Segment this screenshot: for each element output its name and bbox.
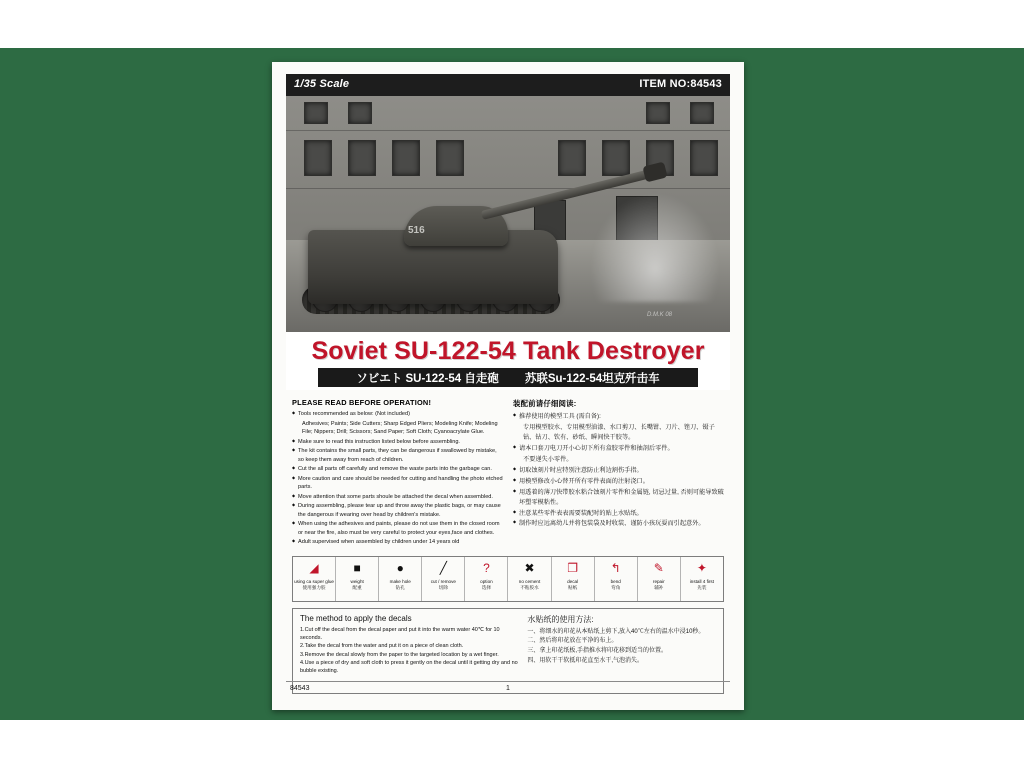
list-item: ◆ Adult supervised when assembled by children under 14 years old <box>292 538 503 547</box>
legend-caption-en: bend <box>610 578 621 584</box>
decal-method-title-cn: 水贴纸的使用方法: <box>527 614 594 624</box>
legend-cell-make-hole <box>379 557 422 601</box>
artist-signature: D.M.K 08 <box>646 312 672 318</box>
cut-remove-icon: ╱ <box>439 561 447 576</box>
list-item: ◆ 制作时应远离幼儿并将包装袋及时收装、谨防小孩玩耍而引起意外。 <box>513 519 724 529</box>
legend-cell-weight <box>336 557 379 601</box>
legend-caption-en: install 4 first <box>689 578 715 584</box>
legend-caption-cn: 贴纸 <box>568 584 578 590</box>
model-title-japanese: ソビエト SU-122-54 自走砲 <box>356 372 499 385</box>
list-item: 不要递失小零件。 <box>523 455 573 463</box>
decal-step: 一、将细水的印花从本贴纸上剪下,放入40℃左右的温水中浸10秒。 <box>527 628 705 635</box>
list-item: ◆ Tools recommended as below: (Not included) <box>292 410 503 419</box>
list-item: ◆ The kit contains the small parts, they can be dangerous if swallowed by mistake, so keep them away from reach of children. <box>292 447 503 464</box>
instructions-english-list <box>292 410 503 547</box>
decal-step: 二、然后将印花放在平净的布上。 <box>527 638 618 645</box>
turret-number: 516 <box>408 225 425 236</box>
title-bar <box>318 368 698 387</box>
instructions-chinese-column <box>513 398 724 548</box>
list-item: ◆ 注意某些零件表表需要装配时的贴上水贴纸。 <box>513 509 724 519</box>
decal-step: 四、用软干干软抵印花直至水干,气泡消失。 <box>527 657 644 664</box>
legend-caption-en: option <box>480 578 493 584</box>
legend-cell-install-first <box>681 557 723 601</box>
symbol-legend-strip <box>292 556 724 602</box>
legend-caption-en: weight <box>350 578 364 584</box>
drill-icon: ● <box>396 561 404 576</box>
instructions-section <box>286 390 730 552</box>
decal-method-title-en: The method to apply the decals <box>300 613 412 623</box>
legend-caption-en: using ca super glue <box>294 578 334 584</box>
list-item: ◆ During assembling, please tear up and throw away the plastic bags, or may cause the dangerous if wearing over head by children's mistake. <box>292 502 503 519</box>
legend-cell-bend <box>595 557 638 601</box>
item-number-label: ITEM NO:84543 <box>639 78 722 90</box>
model-title-chinese: 苏联Su-122-54坦克歼击车 <box>524 372 660 385</box>
decal-step: 三、拿上印花纸板,手指推水将印花移到适当的位置。 <box>527 648 668 655</box>
legend-caption-cn: 辅补 <box>654 584 664 590</box>
list-item: ◆ Cut the all parts off carefully and remove the waste parts into the garbage can. <box>292 465 503 474</box>
decal-step: 1.Cut off the decal from the decal paper and put it into the warm water 40℃ for 10 seconds. <box>300 626 500 641</box>
legend-caption-cn: 钻孔 <box>395 584 405 590</box>
legend-caption-cn: 使用强力胶 <box>302 584 326 590</box>
legend-cell-repair <box>638 557 681 601</box>
legend-caption-en: repair <box>652 578 665 584</box>
instruction-sheet <box>272 62 744 710</box>
repair-icon: ✎ <box>653 561 664 576</box>
footer-page-number: 1 <box>506 685 510 692</box>
legend-caption-cn: 不粘胶水 <box>520 584 539 590</box>
bend-icon: ↰ <box>610 561 621 576</box>
legend-caption-cn: 切除 <box>438 584 448 590</box>
box-art-illustration <box>286 96 730 332</box>
legend-caption-cn: 弯角 <box>611 584 621 590</box>
smoke-plume <box>590 192 720 302</box>
decal-step: 4.Use a piece of dry and soft cloth to press it gently on the decal until it getting dry and no bubble existing. <box>300 659 518 674</box>
legend-cell-super-glue <box>293 557 336 601</box>
legend-cell-cut-remove <box>422 557 465 601</box>
decal-method-chinese <box>521 614 716 688</box>
model-title-english: Soviet SU-122-54 Tank Destroyer <box>311 337 705 365</box>
scale-label: 1/35 Scale <box>294 78 350 90</box>
list-item: Adhesives; Paints; Side Cutters; Sharp Edged Pliers; Modeling Knife; Modeling File; Nippers; Drill; Scissors; Sand Paper; Soft Cloth; Cyanoacrylate Glue. <box>302 420 498 436</box>
legend-caption-en: cut / remove <box>430 578 456 584</box>
instructions-chinese-heading: 装配前请仔细阅读: <box>513 399 577 409</box>
list-item: ◆ 用模型修改小心替开所有零件表面的注射浇口。 <box>513 477 724 487</box>
option-icon: ? <box>483 561 490 576</box>
legend-caption-en: decal <box>567 578 579 584</box>
sheet-footer <box>286 681 730 698</box>
legend-caption-en: make hole <box>389 578 411 584</box>
list-item: ◆ Make sure to read this instruction listed below before assembling. <box>292 438 503 447</box>
list-item: ◆ 请本口套刀电刀开小心切下所有盒胶零件和抽剖后零件。 <box>513 444 724 454</box>
list-item: ◆ 用透着的薄刀快带胶水粘合蚀刻片零件和金属链, 切忌过量, 否则可能导致破坏塑零模粘性。 <box>513 488 724 508</box>
decal-method-english <box>300 614 521 688</box>
sheet-header <box>286 74 730 96</box>
list-item: 专用模型胶水、专用模型油漆、水口剪刀、长嘴钳、刀片、锉刀、镊子钻、钻刀、钦有、砂纸、瞬间快干胶等。 <box>523 424 715 442</box>
list-item: ◆ More caution and care should be needed for cutting and handling the photo etched parts. <box>292 475 503 492</box>
instructions-chinese-list <box>513 412 724 529</box>
decal-icon: ❐ <box>567 561 578 576</box>
sheet-inner <box>286 74 730 698</box>
install-first-icon: ✦ <box>696 561 707 576</box>
instructions-english-column <box>292 398 503 548</box>
legend-cell-decal <box>552 557 595 601</box>
footer-item-code: 84543 <box>290 685 310 692</box>
legend-caption-cn: 先装 <box>697 584 707 590</box>
instructions-english-heading: PLEASE READ BEFORE OPERATION! <box>292 398 432 408</box>
list-item: ◆ 推荐使用的模型工具 (需自备): <box>513 412 724 422</box>
no-cement-icon: ✖ <box>524 561 535 576</box>
weight-icon: ■ <box>353 561 361 576</box>
list-item: ◆ When using the adhesives and paints, please do not use them in the closed room or near the fire, also must be very careful to protect your eyes,face and clothes. <box>292 520 503 537</box>
legend-cell-option <box>465 557 508 601</box>
legend-cell-no-cement <box>508 557 551 601</box>
legend-caption-en: no cement <box>518 578 541 584</box>
decal-step: 2.Take the decal from the water and put it on a piece of clean cloth. <box>300 643 464 650</box>
super-glue-icon: ◢ <box>309 561 319 576</box>
list-item: ◆ Move attention that some parts shoule be attached the decal when assembled. <box>292 493 503 502</box>
title-block <box>286 332 730 390</box>
list-item: ◆ 切取蚀刻片时应特别注意防止利边割伤手指。 <box>513 466 724 476</box>
decal-step: 3.Remove the decal slowly from the paper to the targeted location by a wet finger. <box>300 651 499 658</box>
legend-caption-cn: 配重 <box>352 584 362 590</box>
legend-caption-cn: 选择 <box>481 584 492 590</box>
